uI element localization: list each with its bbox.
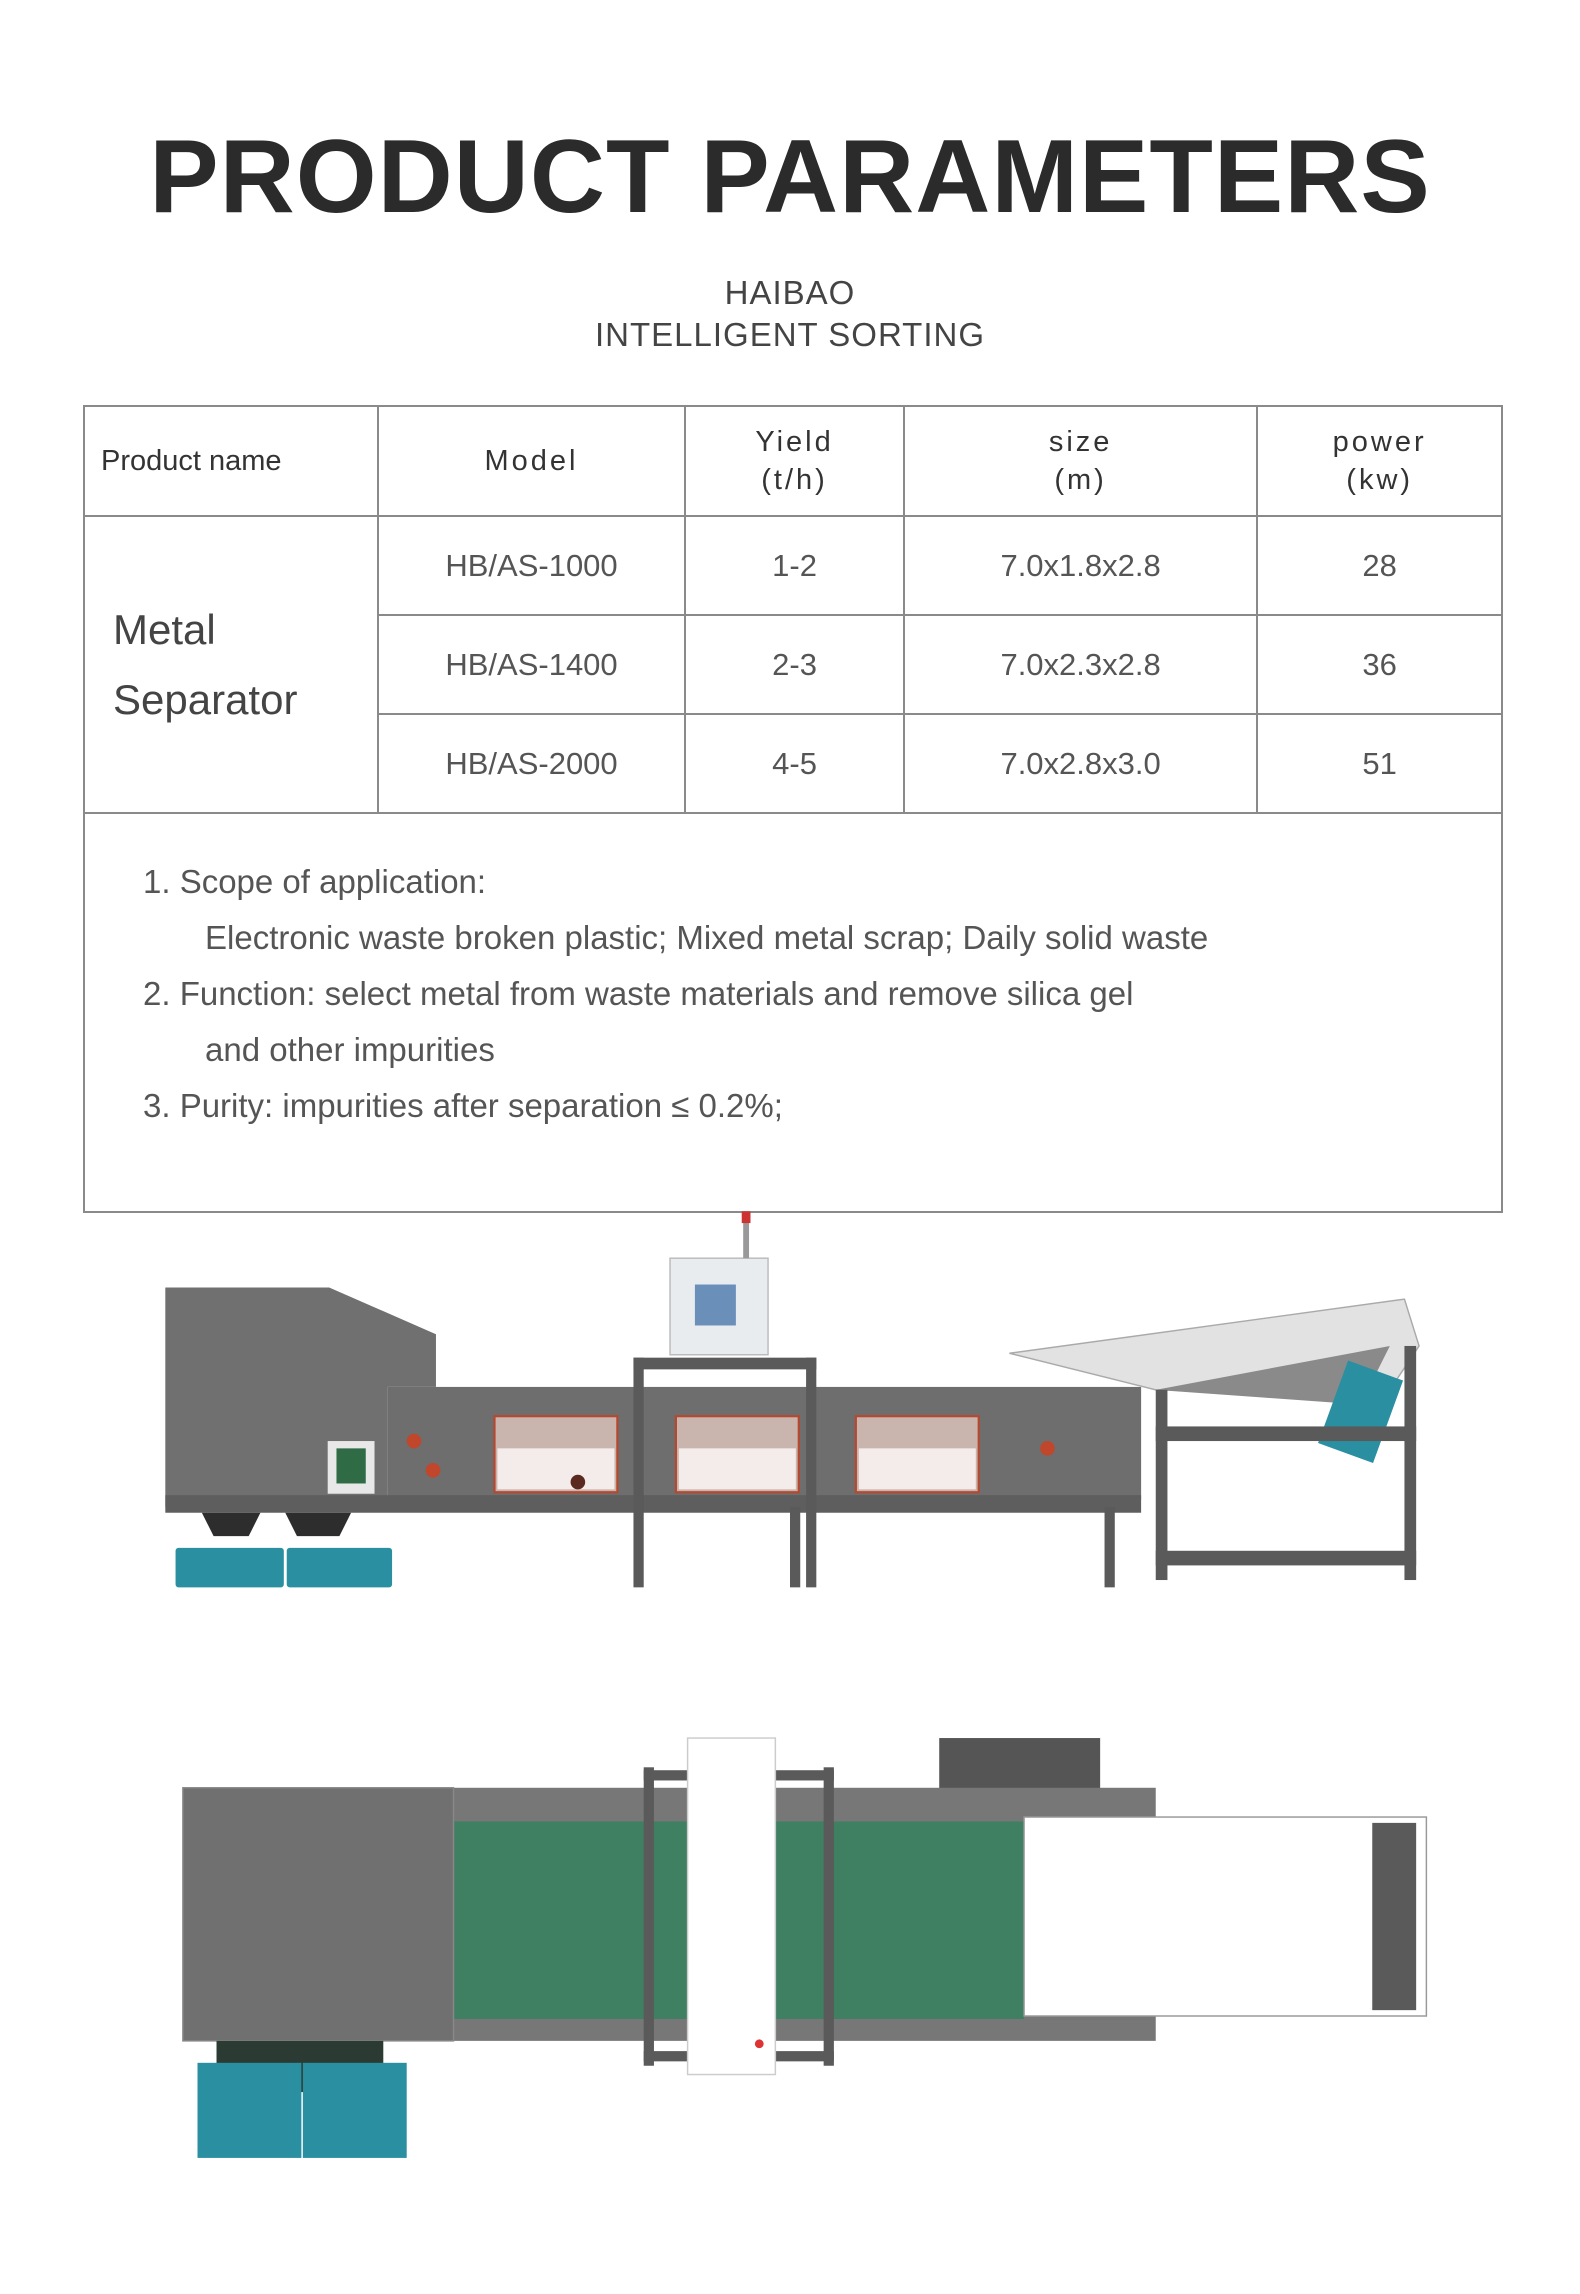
note-purity: 3. Purity: impurities after separation ≤ 0.2%; bbox=[143, 1087, 783, 1124]
model-cell: HB/AS-1400 bbox=[378, 615, 685, 714]
header-model: Model bbox=[378, 406, 685, 516]
product-name-line2: Separator bbox=[113, 675, 298, 723]
model-cell: HB/AS-2000 bbox=[378, 714, 685, 813]
header-size-label: size bbox=[1048, 426, 1113, 458]
note-function: 2. Function: select metal from waste materials and remove silica gel bbox=[143, 975, 1134, 1012]
brand-tagline: INTELLIGENT SORTING bbox=[594, 316, 986, 353]
machine-side-view bbox=[165, 1211, 1419, 1587]
size-cell: 7.0x1.8x2.8 bbox=[904, 516, 1257, 615]
yield-cell: 1-2 bbox=[685, 516, 904, 615]
power-cell: 51 bbox=[1257, 714, 1502, 813]
note-scope-detail: Electronic waste broken plastic; Mixed metal scrap; Daily solid waste bbox=[205, 919, 1209, 956]
size-cell: 7.0x2.8x3.0 bbox=[904, 714, 1257, 813]
model-cell: HB/AS-1000 bbox=[378, 516, 685, 615]
power-cell: 28 bbox=[1257, 516, 1502, 615]
header-size-unit: (m) bbox=[1054, 464, 1107, 496]
machine-top-view bbox=[183, 1738, 1427, 2158]
page-title: PRODUCT PARAMETERS bbox=[149, 119, 1431, 235]
header-yield-unit: (t/h) bbox=[761, 464, 828, 496]
header-product-name: Product name bbox=[84, 406, 378, 516]
note-scope: 1. Scope of application: bbox=[143, 863, 487, 900]
yield-cell: 4-5 bbox=[685, 714, 904, 813]
brand-name: HAIBAO bbox=[724, 274, 856, 311]
header-power-label: power bbox=[1332, 426, 1427, 458]
header-yield-label: Yield bbox=[755, 426, 834, 458]
power-cell: 36 bbox=[1257, 615, 1502, 714]
product-name-line1: Metal bbox=[113, 605, 216, 653]
size-cell: 7.0x2.3x2.8 bbox=[904, 615, 1257, 714]
note-function-cont: and other impurities bbox=[205, 1031, 495, 1068]
yield-cell: 2-3 bbox=[685, 615, 904, 714]
header-power-unit: (kw) bbox=[1346, 464, 1414, 496]
